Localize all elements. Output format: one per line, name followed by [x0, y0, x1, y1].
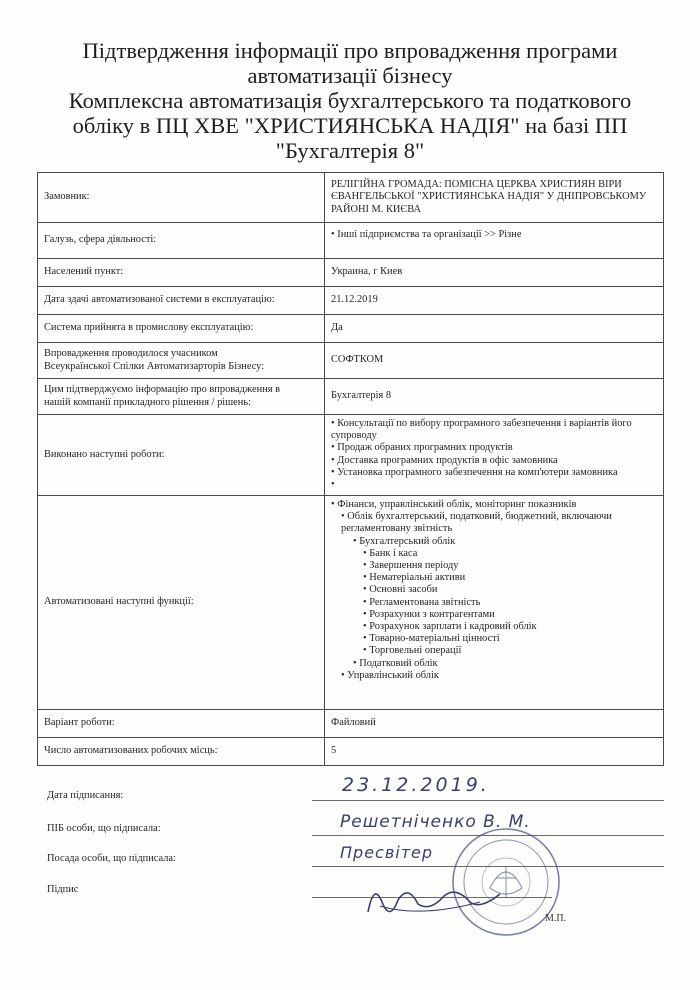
row-implementer: [38, 343, 664, 379]
row-functions: [38, 496, 664, 710]
functions-value: [325, 496, 664, 710]
info-table: [37, 172, 664, 766]
function-item: • Розрахунки з контрагентами: [331, 609, 657, 621]
row-workplaces: [38, 738, 664, 766]
function-item: • Завершення періоду: [331, 560, 657, 572]
functions-list: [331, 499, 657, 682]
works-item: • Доставка програмних продуктів в офіс замовника: [331, 455, 657, 467]
function-item: • Торговельні операції: [331, 645, 657, 657]
works-list: [331, 418, 657, 491]
city-value: Украина, г Киев: [325, 259, 664, 287]
title-line: Підтвердження інформації про впровадження програми: [82, 38, 618, 63]
row-industry: [38, 223, 664, 259]
works-item: [331, 479, 657, 491]
variant-label: Варіант роботи:: [38, 710, 325, 738]
row-works: [38, 415, 664, 496]
function-item: • Розрахунок зарплати і кадровий облік: [331, 621, 657, 633]
industry-label: Галузь, сфера діяльності:: [38, 223, 325, 259]
row-variant: [38, 710, 664, 738]
row-accepted: [38, 315, 664, 343]
implementer-label-line: Всеукраїнської Спілки Автоматизарторів Бізнесу:: [44, 360, 265, 372]
implementer-label-line: Впровадження проводилося учасником: [44, 348, 218, 360]
title-line: обліку в ПЦ ХВЕ "ХРИСТИЯНСЬКА НАДІЯ" на базі ПП: [72, 113, 628, 138]
accepted-value: Да: [325, 315, 664, 343]
function-item: • Управлінський облік: [331, 670, 657, 682]
city-label: Населений пункт:: [38, 259, 325, 287]
customer-value: РЕЛІГІЙНА ГРОМАДА: ПОМІСНА ЦЕРКВА ХРИСТИЯН ВІРИ ЄВАНГЕЛЬСЬКОЇ "ХРИСТИЯНСЬКА НАДІЯ" У ДНІПРОВСЬКОМУ РАЙОНІ М. КИЄВА: [325, 173, 664, 223]
stamp-place-label: М.П.: [545, 913, 567, 924]
signature-label: Підпис: [47, 884, 79, 895]
date-signed-line: [312, 800, 664, 801]
solution-label: [38, 379, 325, 415]
workplaces-label: Число автоматизованих робочих місць:: [38, 738, 325, 766]
implementer-label: [38, 343, 325, 379]
works-label: Виконано наступні роботи:: [38, 415, 325, 496]
delivery-date-value: 21.12.2019: [325, 287, 664, 315]
row-solution: [38, 379, 664, 415]
date-signed-label: Дата підписання:: [47, 790, 124, 801]
function-item: • Облік бухгалтерський, податковий, бюджетний, включаючи регламентовану звітність: [331, 511, 657, 535]
variant-value: Файловий: [325, 710, 664, 738]
date-signed-handwriting: 23.12.2019.: [342, 774, 490, 796]
signature-scribble: [360, 872, 510, 922]
function-item: • Банк і каса: [331, 548, 657, 560]
row-customer: [38, 173, 664, 223]
accepted-label: Система прийнята в промислову експлуатацію:: [38, 315, 325, 343]
function-item: • Основні засоби: [331, 584, 657, 596]
signer-name-handwriting: Решетніченко В. М.: [340, 812, 531, 832]
function-item: • Бухгалтерський облік: [331, 536, 657, 548]
signer-position-handwriting: Пресвітер: [340, 843, 434, 862]
title-line: Комплексна автоматизація бухгалтерського та податкового: [68, 88, 632, 113]
signer-name-label: ПІБ особи, що підписала:: [47, 823, 161, 834]
row-delivery-date: [38, 287, 664, 315]
works-item: • Консультації по вибору програмного забезпечення і варіантів його супроводу: [331, 418, 657, 442]
function-item: • Регламентована звітність: [331, 597, 657, 609]
solution-label-line: нашій компанії прикладного рішення / рішень:: [44, 396, 251, 408]
industry-value: • Інші підприємства та організації >> Різне: [325, 223, 664, 259]
title-line: автоматизації бізнесу: [247, 63, 453, 88]
implementer-value: СОФТКОМ: [325, 343, 664, 379]
title-line: "Бухгалтерія 8": [275, 138, 425, 163]
row-city: [38, 259, 664, 287]
works-item: • Установка програмного забезпечення на комп'ютери замовника: [331, 467, 657, 479]
delivery-date-label: Дата здачі автоматизованої системи в експлуатацію:: [38, 287, 325, 315]
workplaces-value: 5: [325, 738, 664, 766]
solution-value: Бухгалтерія 8: [325, 379, 664, 415]
function-item: • Нематеріальні активи: [331, 572, 657, 584]
solution-label-line: Цим підтверджуємо інформацію про впровадження в: [44, 384, 280, 396]
functions-label: Автоматизовані наступні функції:: [38, 496, 325, 710]
page-title: [40, 38, 660, 163]
works-value: [325, 415, 664, 496]
works-item: • Продаж обраних програмних продуктів: [331, 442, 657, 454]
function-item: • Фінанси, управлінський облік, моніторинг показників: [331, 499, 657, 511]
function-item: • Податковий облік: [331, 658, 657, 670]
customer-label: Замовник:: [38, 173, 325, 223]
function-item: • Товарно-матеріальні цінності: [331, 633, 657, 645]
signer-position-label: Посада особи, що підписала:: [47, 853, 176, 864]
